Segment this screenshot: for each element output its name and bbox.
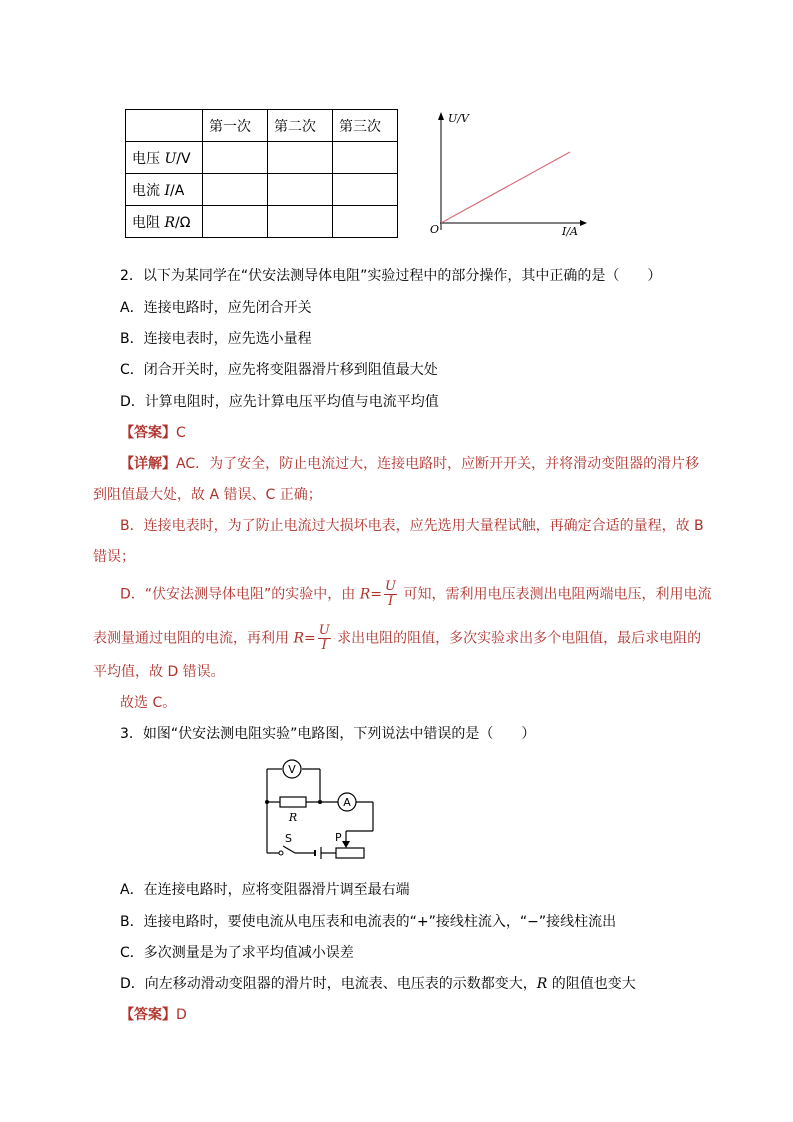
x-axis-arrow-icon <box>580 220 587 226</box>
q2-explain-line-3: B．连接电表时，为了防止电流过大损坏电表，应先选用大量程试触，再确定合适的量程，故 B <box>120 518 704 534</box>
rheostat-icon <box>336 848 364 858</box>
table-row <box>126 206 398 238</box>
q3-option-b: B．连接电路时，要使电流从电压表和电流表的“+”接线柱流入，“−”接线柱流出 <box>120 914 617 930</box>
q2-option-c: C．闭合开关时，应先将变阻器滑片移到阻值最大处 <box>120 362 438 378</box>
row-label-resistance: 电阻 R/Ω <box>126 206 203 238</box>
circuit-diagram <box>255 755 385 865</box>
q2-explain-line-6: 表测量通过电阻的电流，再利用 R= $\frac{U}{I}$ 求出电阻的阻值，多次实验求出多个电阻值，最后求电阻的 <box>93 623 702 653</box>
resistor-icon <box>280 797 306 807</box>
slider-label: P <box>335 831 342 844</box>
x-axis-label: I/A <box>562 225 578 238</box>
measurement-table <box>125 109 398 238</box>
ammeter-label: A <box>343 796 351 809</box>
row-label-voltage: 电压 U/V <box>126 142 203 174</box>
formula-fraction: $\frac{U}{I}$ <box>385 579 396 609</box>
q2-explain-line-2: 到阻值最大处，故 A 错误、C 正确； <box>93 487 322 503</box>
q2-explain-line-1: 【详解】AC．为了安全，防止电流过大，连接电路时，应断开开关，并将滑动变阻器的滑片移 <box>120 456 700 472</box>
table-cell <box>268 174 333 206</box>
switch-icon <box>283 846 295 853</box>
q2-explain-line-7: 平均值，故 D 错误。 <box>93 664 225 680</box>
q2-explain-line-4: 错误； <box>93 549 135 565</box>
table-cell <box>203 142 268 174</box>
q3-answer: 【答案】D <box>120 1007 187 1023</box>
table-cell <box>203 206 268 238</box>
q3-stem: 3．如图“伏安法测电阻实验”电路图，下列说法中错误的是（ ） <box>120 726 536 742</box>
slider-arrow-icon <box>342 841 350 848</box>
voltmeter-label: V <box>288 763 296 776</box>
u-i-graph <box>420 108 590 238</box>
table-cell <box>203 174 268 206</box>
table-cell <box>333 174 398 206</box>
y-axis-label: U/V <box>448 112 469 125</box>
y-axis-arrow-icon <box>438 112 444 120</box>
switch-label: S <box>285 832 292 845</box>
table-header-cell: 第一次 <box>203 110 268 142</box>
table-header-cell: 第二次 <box>268 110 333 142</box>
table-cell <box>333 206 398 238</box>
u-i-line <box>441 152 570 223</box>
table-header-row <box>126 110 398 142</box>
q2-conclusion: 故选 C。 <box>120 695 177 711</box>
q2-option-d: D．计算电阻时，应先计算电压平均值与电流平均值 <box>120 394 439 410</box>
table-row <box>126 174 398 206</box>
table-row <box>126 142 398 174</box>
resistor-label: R <box>288 811 298 824</box>
q2-option-b: B．连接电表时，应先选小量程 <box>120 331 312 347</box>
table-header-cell <box>126 110 203 142</box>
q3-option-c: C．多次测量是为了求平均值减小误差 <box>120 945 354 961</box>
formula-fraction: $\frac{U}{I}$ <box>318 623 330 653</box>
q2-explain-line-5: D．“伏安法测导体电阻”的实验中，由 R= $\frac{U}{I}$ 可知，需利用电压表测出电阻两端电压，利用电流 <box>120 579 712 609</box>
table-cell <box>268 206 333 238</box>
table-cell <box>333 142 398 174</box>
q3-option-d: D．向左移动滑动变阻器的滑片时，电流表、电压表的示数都变大，R 的阻值也变大 <box>120 976 636 992</box>
q2-answer: 【答案】C <box>120 425 186 441</box>
origin-label: O <box>430 223 440 236</box>
table-cell <box>268 142 333 174</box>
table-header-cell: 第三次 <box>333 110 398 142</box>
row-label-current: 电流 I/A <box>126 174 203 206</box>
q2-option-a: A．连接电路时，应先闭合开关 <box>120 300 312 316</box>
q3-option-a: A．在连接电路时，应将变阻器滑片调至最右端 <box>120 882 410 898</box>
q2-stem: 2．以下为某同学在“伏安法测导体电阻”实验过程中的部分操作，其中正确的是（ ） <box>120 268 662 284</box>
